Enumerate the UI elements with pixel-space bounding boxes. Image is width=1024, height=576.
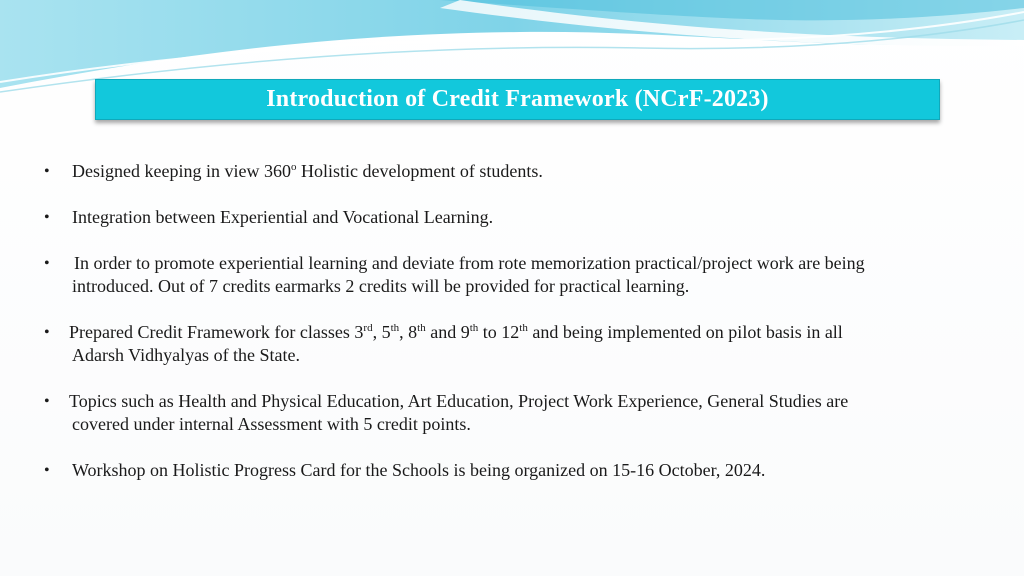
bullet-item-holistic	[44, 160, 1004, 183]
bullet-item-experiential	[44, 252, 1004, 298]
bullet-text: Prepared Credit Framework for classes 3rd, 5th, 8th and 9th to 12th and being implemented on pilot basis in all Adarsh Vidhyalyas of the State.	[69, 322, 843, 365]
bullet-text: Designed keeping in view 360$^o$ Holistic development of students.	[72, 161, 543, 181]
bullet-text: Workshop on Holistic Progress Card for the Schools is being organized on 15-16 October, 2024.	[72, 460, 766, 480]
bullet-icon: •	[44, 324, 50, 341]
bullet-item-workshop	[44, 459, 1004, 482]
bullet-item-credit-framework	[44, 321, 1004, 367]
bullet-text: Topics such as Health and Physical Education, Art Education, Project Work Experience, General Studies are covered under internal Assessment with 5 credit points.	[69, 391, 849, 434]
bullet-item-integration	[44, 206, 1004, 229]
bullet-text: Integration between Experiential and Vocational Learning.	[72, 207, 494, 227]
title-bar	[95, 79, 940, 120]
bullet-icon: •	[44, 462, 50, 479]
bullet-list	[44, 160, 1004, 505]
bullet-text: In order to promote experiential learning and deviate from rote memorization practical/project work are being introduced. Out of 7 credits earmarks 2 credits will be provided for practical learning.	[72, 253, 865, 296]
bullet-item-topics	[44, 390, 1004, 436]
slide-title: Introduction of Credit Framework (NCrF-2023)	[266, 86, 769, 112]
bullet-icon: •	[44, 163, 50, 180]
bullet-icon: •	[44, 255, 50, 272]
bullet-icon: •	[44, 393, 50, 410]
bullet-icon: •	[44, 209, 50, 226]
